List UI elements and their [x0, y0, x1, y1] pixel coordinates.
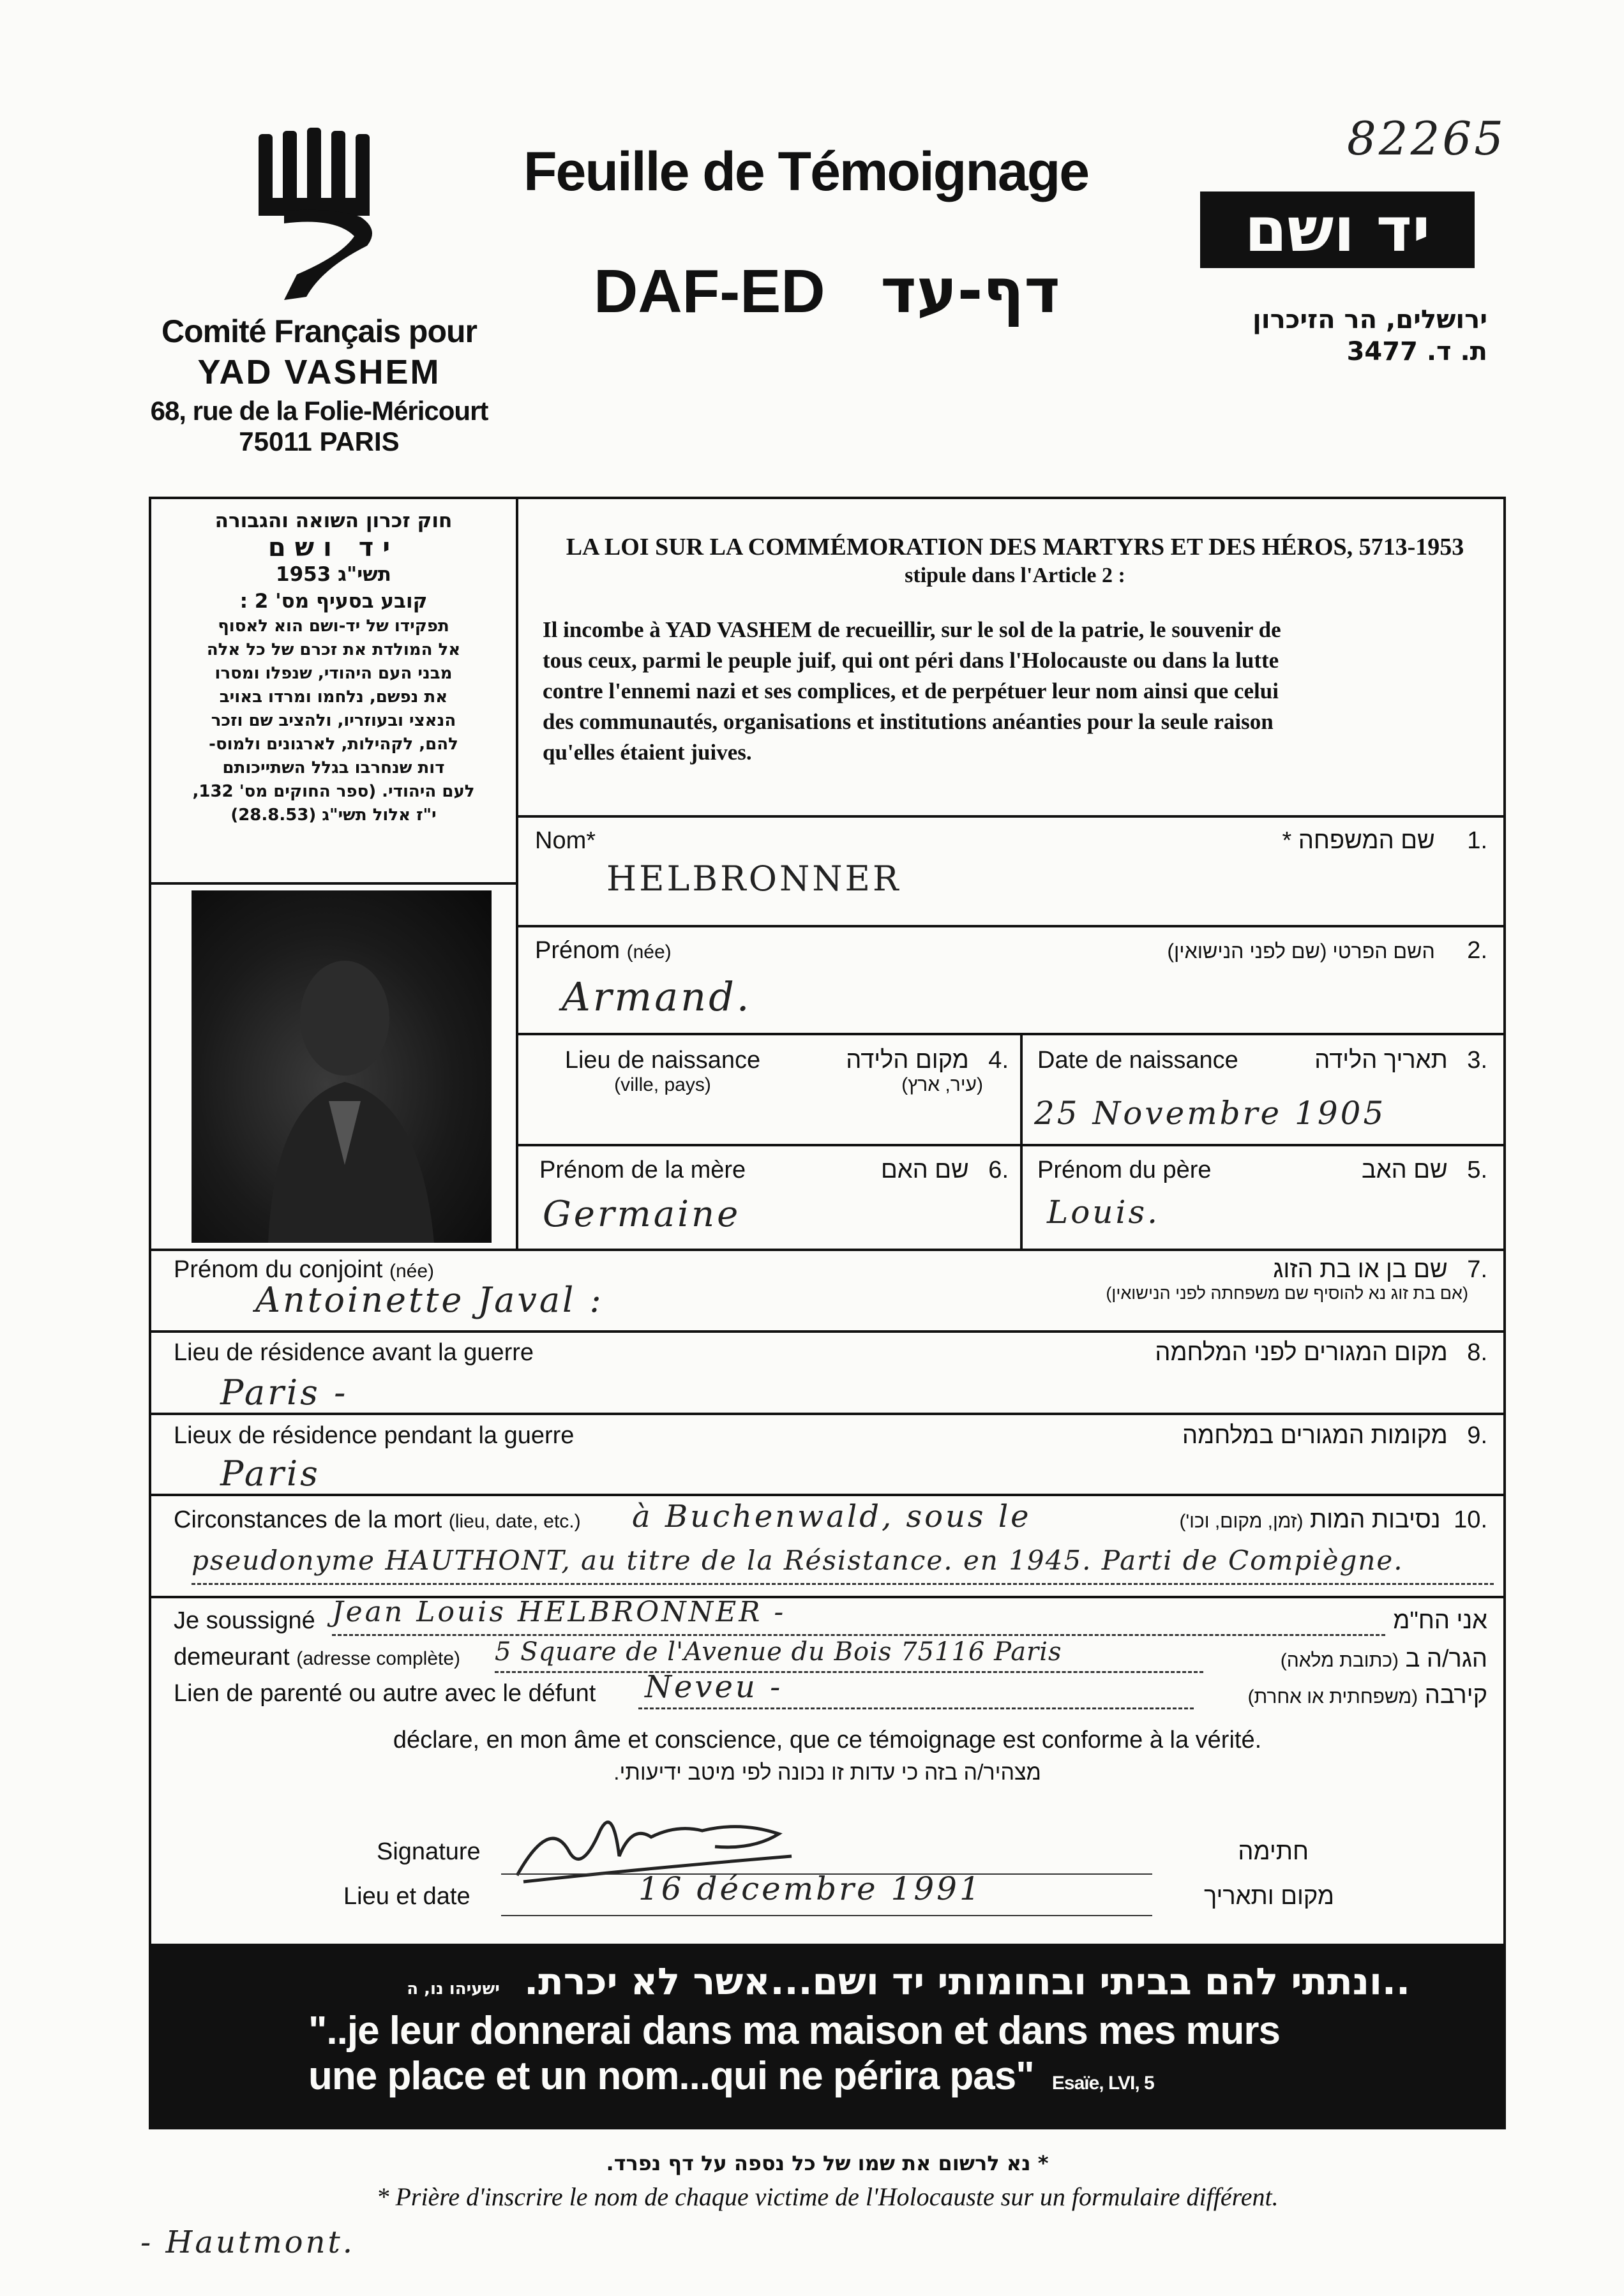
yv-logo-text: יד ושם — [1244, 194, 1431, 266]
field-7-fr-text: Prénom du conjoint — [174, 1256, 383, 1283]
soussigne-value[interactable]: Jean Louis HELBRONNER - — [332, 1596, 786, 1628]
field-3-heb-text: תאריך הלידה — [1314, 1047, 1448, 1074]
divider — [516, 925, 1506, 927]
org-line1: Comité Français pour — [162, 313, 477, 349]
divider — [516, 815, 1506, 818]
field-5-heb-text: שם האב — [1361, 1157, 1448, 1183]
footer-hand-note: - Hautmont. — [140, 2225, 356, 2260]
law-fr-line: contre l'ennemi nazi et ses complices, et de perpétuer leur nom ainsi que celui — [543, 679, 1279, 703]
lieu-date-label: Lieu et date — [343, 1883, 470, 1910]
field-1-value[interactable]: HELBRONNER — [606, 859, 901, 899]
field-8-label-fr: Lieu de résidence avant la guerre — [174, 1339, 534, 1366]
banner-heb: ..ונתתי להם בביתי ובחומותי יד ושם...אשר לא יכרת. — [524, 1960, 1410, 2003]
ref-number — [1347, 112, 1506, 165]
field-4-heb-text: מקום הלידה — [846, 1047, 969, 1074]
divider — [516, 1033, 1506, 1035]
banner-heb-line — [308, 1960, 1410, 2003]
divider — [149, 1413, 1506, 1415]
field-2-fr-text: Prénom — [535, 937, 620, 964]
field-9-label-heb — [894, 1422, 1487, 1450]
law-heb-line: מבני העם היהודי, שנפלו ומסרו — [214, 664, 453, 683]
field-5-num: .5 — [1467, 1157, 1487, 1183]
field-7-heb-note: (אם בת זוג נא להוסיף שם משפחתה לפני הנישואין) — [1106, 1284, 1468, 1303]
subtitle-latin: DAF-ED — [594, 257, 825, 326]
field-10-heb-text: נסיבות המות — [1310, 1506, 1441, 1533]
law-fr-line: Il incombe à YAD VASHEM de recueillir, sur le sol de la patrie, le souvenir de — [543, 617, 1281, 642]
field-5-value[interactable]: Louis. — [1047, 1194, 1161, 1231]
field-7-heb-text: שם בן או בת הזוג — [1273, 1256, 1448, 1283]
victim-photo — [192, 890, 492, 1243]
field-3-num: .3 — [1467, 1047, 1487, 1074]
page-title: Feuille de Témoignage — [523, 141, 1089, 202]
field-1-label-fr: Nom* — [535, 827, 596, 854]
lieu-date-underline — [501, 1915, 1152, 1916]
field-10-fr-text: Circonstances de la mort — [174, 1506, 442, 1533]
field-2-fr-note: (née) — [626, 942, 672, 963]
law-heb-line: יד ושם — [267, 533, 400, 562]
field-4-label-heb — [792, 1047, 1009, 1096]
declaration-fr: déclare, en mon âme et conscience, que ce témoignage est conforme à la vérité. — [393, 1727, 1262, 1753]
portrait-icon — [192, 890, 492, 1243]
lien-heb-note: (משפחתית או אחרת) — [1247, 1686, 1418, 1707]
field-9-value[interactable]: Paris — [220, 1453, 320, 1494]
law-fr-body — [543, 615, 1487, 768]
divider — [149, 1330, 1506, 1333]
ref-number-text: 82265 — [1347, 112, 1507, 165]
demeurant-label — [174, 1644, 460, 1671]
divider — [516, 1144, 1506, 1146]
lien-label: Lien de parenté ou autre avec le défunt — [174, 1680, 596, 1707]
field-7-num: .7 — [1467, 1256, 1487, 1283]
field-10-heb-note: (זמן, מקום, וכו') — [1179, 1511, 1304, 1532]
org-addr1: 68, rue de la Folie-Méricourt — [150, 396, 488, 426]
field-7-fr-note: (née) — [389, 1261, 435, 1282]
footer-fr-note: * Prière d'inscrire le nom de chaque victime de l'Holocauste sur un formulaire différent. — [376, 2182, 1279, 2211]
soussigne-heb: אני הח"מ — [1393, 1607, 1487, 1634]
org-addr2: 75011 PARIS — [239, 426, 400, 456]
field-6-value[interactable]: Germaine — [543, 1194, 741, 1235]
soussigne-label: Je soussigné — [174, 1607, 315, 1634]
signature-heb: חתימה — [1238, 1838, 1309, 1865]
field-3-label-heb — [1264, 1047, 1487, 1074]
field-6-num: .6 — [988, 1157, 1009, 1183]
law-fr-line: des communautés, organisations et institutions anéanties pour la seule raison — [543, 709, 1274, 734]
law-heb-line: הנאצי ובעוזריו, ולהציב שם וזכר — [211, 711, 456, 730]
signature-label: Signature — [377, 1838, 481, 1865]
banner-heb-ref: ישעיהו נו, ה — [407, 1979, 500, 1999]
field-9-num: .9 — [1467, 1422, 1487, 1449]
field-3-label-fr: Date de naissance — [1037, 1047, 1238, 1074]
declaration-heb: מצהיר/ה בזה כי עדות זו נכונה לפי מיטב ידיעותי. — [613, 1760, 1041, 1785]
field-9-heb-text: מקומות המגורים במלחמה — [1182, 1422, 1448, 1449]
law-fr-line: tous ceux, parmi le peuple juif, qui ont péri dans l'Holocauste ou dans la lutte — [543, 648, 1279, 673]
field-10-num: .10 — [1454, 1506, 1487, 1533]
field-9-label-fr: Lieux de résidence pendant la guerre — [174, 1422, 575, 1449]
banner-fr-ref: Esaïe, LVI, 5 — [1051, 2073, 1154, 2094]
field-10-underline — [192, 1583, 1494, 1585]
org-block — [140, 313, 498, 457]
field-4-num: .4 — [988, 1047, 1009, 1074]
yv-addr1: ירושלים, הר הזיכרון — [1252, 305, 1487, 334]
law-fr-title: LA LOI SUR LA COMMÉMORATION DES MARTYRS ET DES HÉROS, 5713-1953 — [566, 534, 1464, 560]
law-heb-line: קובע בסעיף מס' 2 : — [239, 590, 428, 613]
lien-heb-label — [1200, 1682, 1487, 1709]
law-heb-line: להם, לקהילות, לארגונים ולמוס- — [209, 735, 458, 754]
demeurant-heb: הגר/ה ב — [1405, 1646, 1487, 1672]
law-fr-line: qu'elles étaient juives. — [543, 740, 752, 765]
field-7-label-heb — [894, 1256, 1487, 1303]
field-7-value[interactable]: Antoinette Javal : — [255, 1280, 604, 1320]
law-heb-line: לעם היהודי. (ספר החוקים מס' 132, — [192, 782, 475, 801]
menorah-logo-icon — [246, 128, 386, 306]
field-8-value[interactable]: Paris - — [220, 1372, 349, 1413]
field-6-heb-text: שם האם — [880, 1157, 969, 1183]
field-2-label-fr — [535, 937, 672, 964]
demeurant-value[interactable]: 5 Square de l'Avenue du Bois 75116 Paris — [495, 1637, 1062, 1667]
field-8-label-heb — [894, 1339, 1487, 1367]
field-5-label-heb — [1309, 1157, 1487, 1184]
law-heb-line: תשי"ג 1953 — [276, 563, 391, 586]
banner-fr-line2-wrap — [308, 2053, 1410, 2099]
field-4-fr-text: Lieu de naissance — [564, 1047, 761, 1074]
divider — [149, 1249, 1506, 1251]
field-8-num: .8 — [1467, 1339, 1487, 1366]
lien-value[interactable]: Neveu - — [645, 1669, 783, 1705]
banner-fr-line1: "..je leur donnerai dans ma maison et dans mes murs — [308, 2009, 1281, 2053]
law-heb-line: תפקידו של יד-ושם הוא לאסוף — [218, 617, 449, 636]
field-2-label-heb — [958, 937, 1487, 964]
yv-logo — [1200, 191, 1475, 268]
law-french — [543, 533, 1487, 768]
field-8-heb-text: מקום המגורים לפני המלחמה — [1155, 1339, 1448, 1366]
divider — [1020, 1033, 1023, 1250]
law-heb-line: חוק זכרון השואה והגבורה — [214, 509, 453, 532]
demeurant-note: (adresse complète) — [296, 1648, 461, 1669]
law-heb-line: את נפשם, נלחמו ומרדו באויב — [219, 687, 448, 707]
field-4-heb-note: (עיר, ארץ) — [901, 1074, 983, 1095]
divider — [149, 882, 518, 885]
field-10-label-fr — [174, 1506, 581, 1534]
lieu-date-heb: מקום ותאריך — [1203, 1883, 1334, 1910]
field-10-value-1[interactable]: à Buchenwald, sous le — [632, 1499, 1032, 1534]
field-2-num: .2 — [1467, 937, 1487, 964]
field-10-fr-note: (lieu, date, etc.) — [448, 1511, 581, 1532]
subtitle — [594, 255, 1104, 327]
field-5-label-fr: Prénom du père — [1037, 1157, 1212, 1183]
law-heb-line: דות שנחרבו בגלל השתייכותם — [222, 758, 445, 777]
demeurant-heb-label — [1213, 1646, 1487, 1673]
field-10-value-2[interactable]: pseudonyme HAUTHONT, au titre de la Résistance. en 1945. Parti de Compiègne. — [192, 1545, 1404, 1576]
divider — [516, 497, 518, 1250]
yv-addr2: ת. ד. 3477 — [1346, 337, 1487, 366]
org-line2: YAD VASHEM — [197, 353, 441, 391]
field-6-label-heb — [830, 1157, 1009, 1184]
law-fr-subtitle: stipule dans l'Article 2 : — [905, 564, 1125, 587]
field-4-fr-note: (ville, pays) — [614, 1074, 711, 1095]
demeurant-underline — [495, 1671, 1203, 1673]
lien-underline — [638, 1707, 1194, 1709]
demeurant-heb-note: (כתובת מלאה) — [1280, 1650, 1399, 1671]
field-3-value[interactable]: 25 Novembre 1905 — [1034, 1095, 1387, 1132]
demeurant-fr: demeurant — [174, 1644, 290, 1670]
quote-banner — [149, 1944, 1506, 2129]
law-heb-line: י"ז אלול תשי"ג (28.8.53) — [230, 806, 437, 825]
law-heb-line: אל המולדת את זכרם של כל אלה — [206, 640, 461, 659]
subtitle-hebrew: דף-עד — [880, 255, 1060, 327]
footer-heb-note: * נא לרשום את שמו של כל נספה על דף נפרד. — [606, 2151, 1049, 2175]
law-hebrew — [160, 507, 508, 827]
field-10-label-heb — [1117, 1506, 1487, 1534]
lien-heb: קירבה — [1424, 1682, 1487, 1709]
field-2-heb-text: השם הפרטי (שם לפני הנישואין) — [1167, 940, 1435, 963]
field-1-heb-text: שם המשפחה * — [1282, 827, 1435, 854]
banner-fr-line2: une place et un nom...qui ne périra pas" — [308, 2054, 1034, 2098]
field-1-num: .1 — [1467, 827, 1487, 854]
field-6-label-fr: Prénom de la mère — [539, 1157, 746, 1183]
field-4-label-fr — [535, 1047, 790, 1096]
divider — [149, 1494, 1506, 1496]
lieu-date-value[interactable]: 16 décembre 1991 — [638, 1870, 982, 1907]
soussigne-underline — [332, 1634, 1385, 1636]
field-1-label-heb — [1085, 827, 1487, 855]
field-2-value[interactable]: Armand. — [562, 973, 752, 1020]
